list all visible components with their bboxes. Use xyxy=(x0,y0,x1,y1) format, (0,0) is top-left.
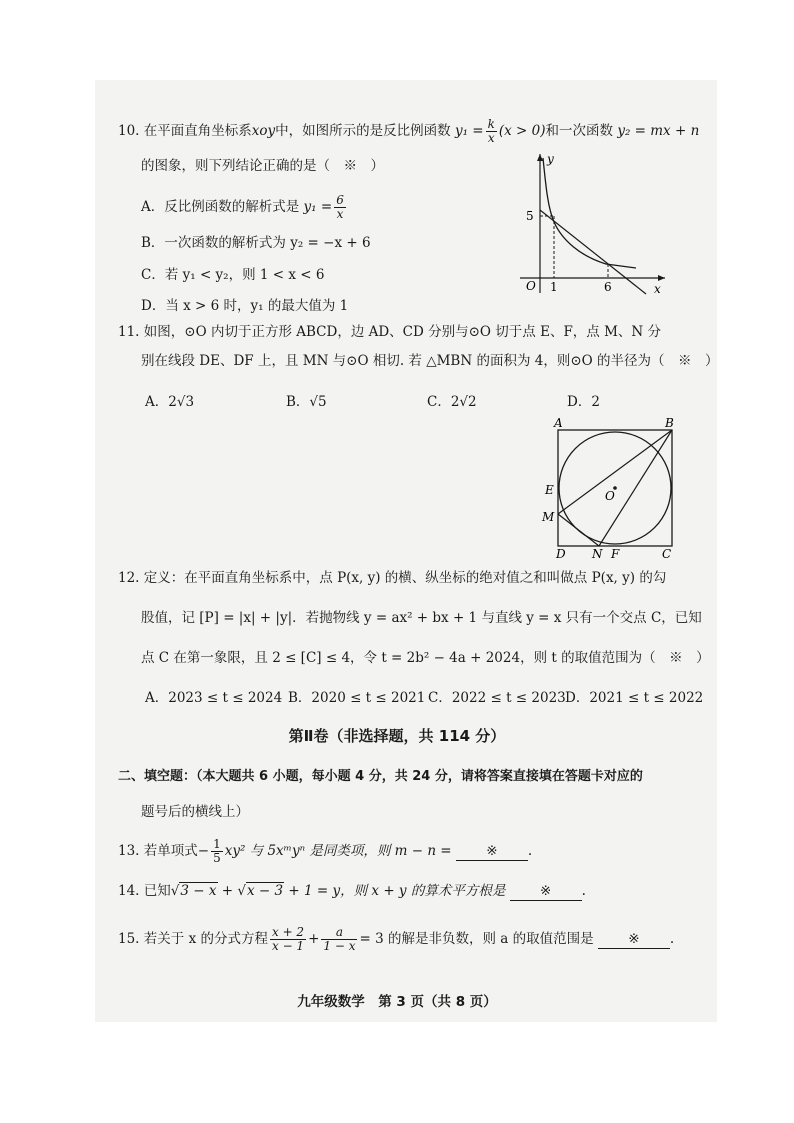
graph-tick-1: 1 xyxy=(550,280,558,294)
q12-stem-line1: 12. 定义：在平面直角坐标系中，点 P(x, y) 的横、纵坐标的绝对值之和叫做点 P(x, y) 的勾 xyxy=(118,570,667,586)
fig-label-o: O xyxy=(605,489,615,503)
fill-blank-instructions-line2: 题号后的横线上） xyxy=(141,804,249,820)
q11-stem-line2: 别在线段 DE、DF 上，且 MN 与⊙O 相切. 若 △MBN 的面积为 4，则⊙O 的半径为（ ※ ） xyxy=(141,353,719,369)
q11-circle-square-figure xyxy=(538,414,688,562)
q10-stem-line1: 10. 在平面直角坐标系xoy中，如图所示的是反比例函数 y₁ = $\frac{k}{x}$ (x > 0)和一次函数 y₂ = mx + n xyxy=(118,117,700,145)
q15: 15. 若关于 x 的分式方程 $\frac{x + 2}{x - 1}$ + $\frac{a}{1 - x}$ = 3 的解是非负数，则 a 的取值范围是 ※ . xyxy=(118,925,675,953)
q10-option-d: D．当 x > 6 时，y₁ 的最大值为 1 xyxy=(141,298,349,314)
q12-option-d: D．2021 ≤ t ≤ 2022 xyxy=(565,690,704,706)
q11-stem-line1: 11. 如图，⊙O 内切于正方形 ABCD，边 AD、CD 分别与⊙O 切于点 E、F，点 M、N 分 xyxy=(118,324,662,340)
q10-function-graph xyxy=(510,148,670,296)
graph-origin-label: O xyxy=(526,279,536,293)
graph-x-label: x xyxy=(654,282,661,296)
fig-label-e: E xyxy=(545,483,554,497)
q11-option-a: A．2√3 xyxy=(145,394,195,410)
fig-label-d: D xyxy=(556,547,566,561)
q12-option-a: A．2023 ≤ t ≤ 2024 xyxy=(145,690,283,706)
fig-label-f: F xyxy=(611,547,620,561)
fig-label-a: A xyxy=(554,416,563,430)
fig-label-m: M xyxy=(542,510,555,524)
q10-option-b: B．一次函数的解析式为 y₂ = −x + 6 xyxy=(141,235,371,251)
q15-answer-blank[interactable]: ※ xyxy=(598,930,670,949)
fig-label-n: N xyxy=(592,547,603,561)
q12-option-c: C．2022 ≤ t ≤ 2023 xyxy=(428,690,566,706)
graph-tick-6: 6 xyxy=(604,280,612,294)
page-footer: 九年级数学 第 3 页（共 8 页） xyxy=(297,994,497,1010)
q10-stem-line2: 的图象，则下列结论正确的是（ ※ ） xyxy=(141,158,384,174)
fig-label-c: C xyxy=(662,547,672,561)
q10-option-c: C．若 y₁ < y₂，则 1 < x < 6 xyxy=(141,267,325,283)
fill-blank-instructions-line1: 二、填空题：（本大题共 6 小题，每小题 4 分，共 24 分，请将答案直接填在答题卡对应的 xyxy=(118,769,643,784)
section-title: 第Ⅱ卷（非选择题，共 114 分） xyxy=(288,727,506,745)
q12-option-b: B．2020 ≤ t ≤ 2021 xyxy=(288,690,426,706)
q13: 13. 若单项式− $\frac{1}{5}$ xy² 与 5xᵐyⁿ 是同类项，则 m − n = ※ . xyxy=(118,837,533,865)
graph-tick-5: 5 xyxy=(526,209,534,223)
graph-y-label: y xyxy=(547,152,554,166)
q11-option-c: C．2√2 xyxy=(427,394,477,410)
q12-stem-line3: 点 C 在第一象限，且 2 ≤ [C] ≤ 4，令 t = 2b² − 4a + 2024，则 t 的取值范围为（ ※ ） xyxy=(141,650,710,666)
q14: 14. 已知√3 − x + √x − 3 + 1 = y，则 x + y 的算术平方根是 ※ . xyxy=(118,883,586,899)
q13-answer-blank[interactable]: ※ xyxy=(456,842,528,861)
q10-k-over-x-fraction: $\frac{k}{x}$ xyxy=(487,117,495,145)
q12-stem-line2: 股值，记 [P] = |x| + |y|．若抛物线 y = ax² + bx + 1 与直线 y = x 只有一个交点 C，已知 xyxy=(141,610,702,626)
q10-option-a: A．反比例函数的解析式是 y₁ = $\frac{6}{x}$ xyxy=(141,193,344,221)
q11-option-b: B．√5 xyxy=(286,394,327,410)
q14-answer-blank[interactable]: ※ xyxy=(510,882,582,901)
q11-option-d: D．2 xyxy=(567,394,600,410)
fig-label-b: B xyxy=(665,416,674,430)
